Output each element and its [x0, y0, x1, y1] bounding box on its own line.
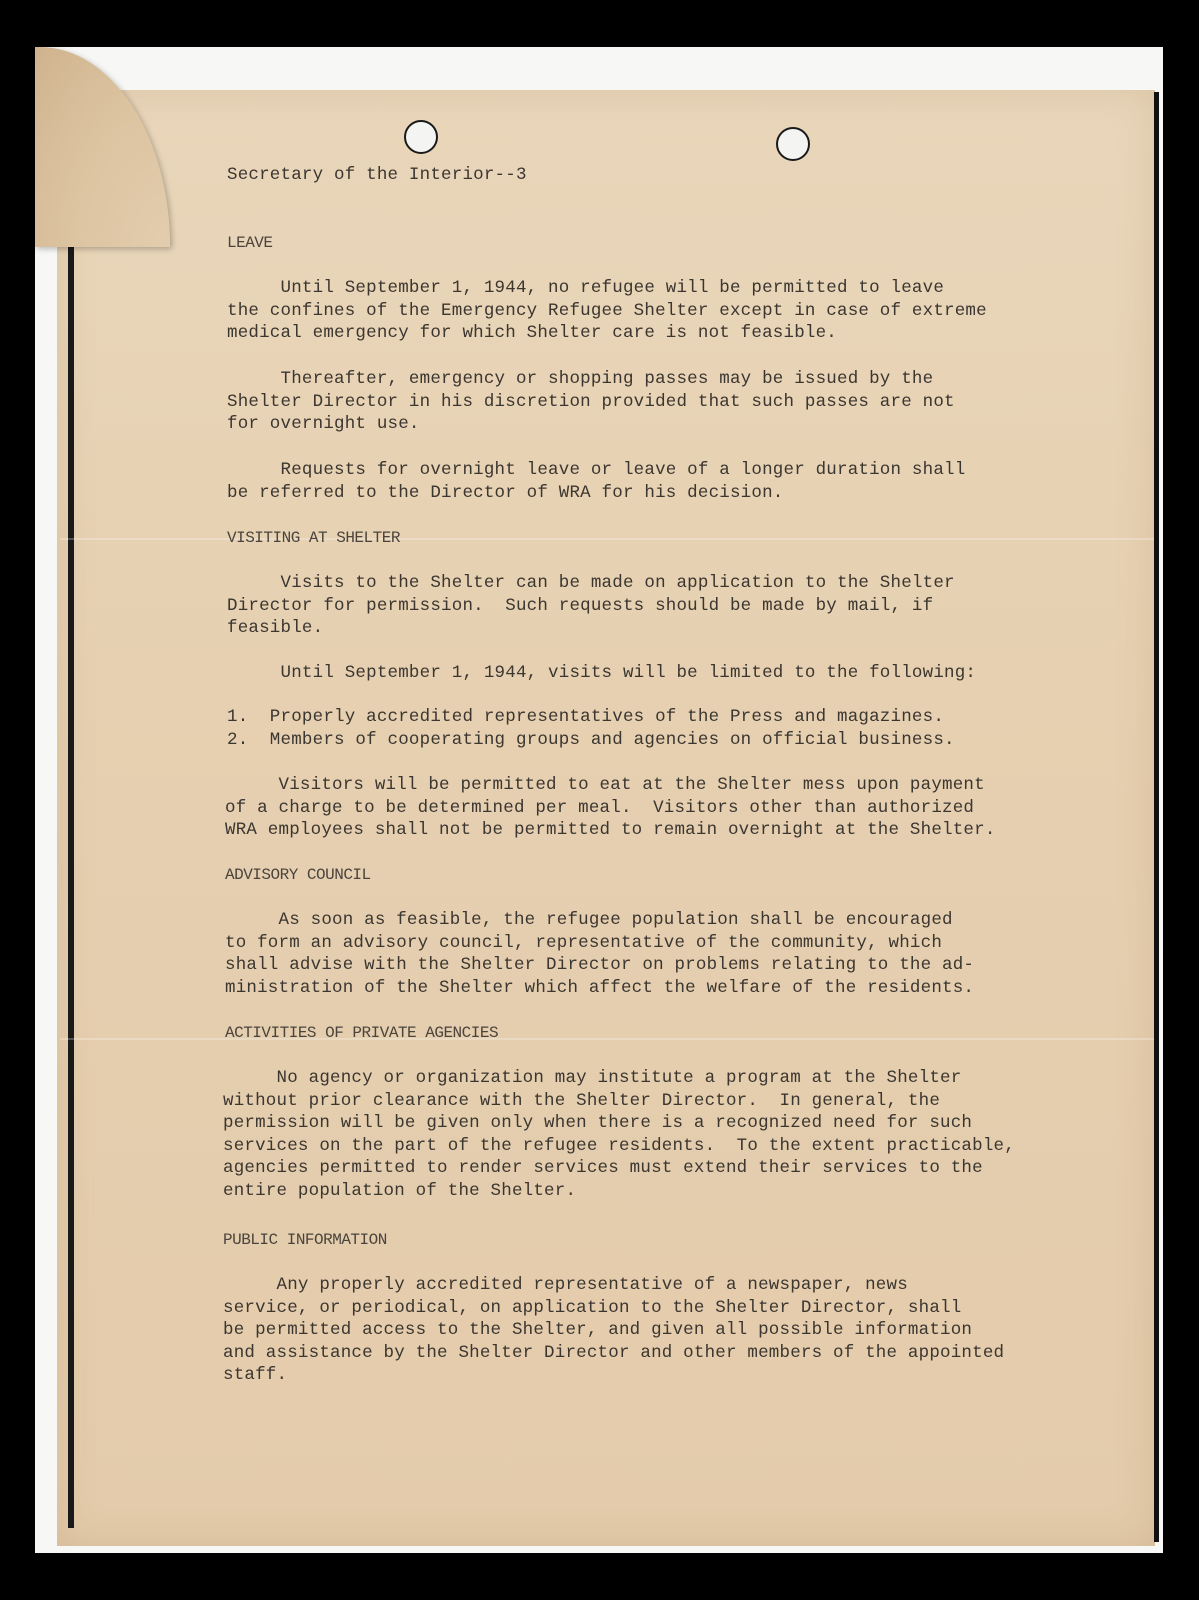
page-left-edge [68, 190, 74, 1528]
section-heading-leave: LEAVE [227, 234, 273, 252]
leave-paragraph-3: Requests for overnight leave or leave of a longer duration shall be referred to the Director of WRA for his decision. [227, 460, 966, 503]
visiting-paragraph-1: Visits to the Shelter can be made on application to the Shelter Director for permission. Such requests should be made by mail, if feasible. [227, 573, 955, 638]
page-title: Secretary of the Interior--3 [227, 165, 527, 185]
visiting-paragraph-3: Visitors will be permitted to eat at the Shelter mess upon payment of a charge to be determined per meal. Visitors other than authorized WRA employees shall not be permitted to remain overnight at the Shelter. [225, 775, 996, 840]
punch-hole-right [776, 127, 810, 161]
section-heading-advisory: ADVISORY COUNCIL [225, 866, 371, 884]
top-black-border [0, 0, 1199, 24]
page-right-edge [1154, 92, 1159, 1542]
section-heading-public-information: PUBLIC INFORMATION [223, 1231, 387, 1249]
leave-paragraph-1: Until September 1, 1944, no refugee will be permitted to leave the confines of the Emergency Refugee Shelter except in case of extreme medical emergency for which Shelter care is not feasible. [227, 278, 987, 343]
fold-crease [60, 538, 1154, 540]
private-agencies-paragraph-1: No agency or organization may institute a program at the Shelter without prior clearance with the Shelter Director. In general, the permission will be given only when there is a recognized need for such services on the part of the refugee residents. To the extent practicable, agencies permitted to render services must extend their services to the entire population of the Shelter. [223, 1068, 1015, 1201]
leave-paragraph-2: Thereafter, emergency or shopping passes may be issued by the Shelter Director in his discretion provided that such passes are not for overnight use. [227, 369, 955, 434]
section-heading-visiting: VISITING AT SHELTER [227, 529, 400, 547]
public-information-paragraph-1: Any properly accredited representative of a newspaper, news service, or periodical, on application to the Shelter Director, shall be permitted access to the Shelter, and given all possible information and assistance by the Shelter Director and other members of the appointed staff. [223, 1275, 1005, 1385]
bottom-black-border [0, 1553, 1199, 1600]
visiting-list-item: 2. Members of cooperating groups and agencies on official business. [227, 730, 955, 750]
visiting-paragraph-2: Until September 1, 1944, visits will be limited to the following: [227, 663, 977, 683]
visiting-list-item: 1. Properly accredited representatives of the Press and magazines. [227, 707, 945, 727]
section-heading-private-agencies: ACTIVITIES OF PRIVATE AGENCIES [225, 1024, 499, 1042]
advisory-paragraph-1: As soon as feasible, the refugee population shall be encouraged to form an advisory council, representative of the community, which shall advise with the Shelter Director on problems relating to the ad- ministration of the Shelter which affect the welfare of the residents. [225, 910, 975, 998]
punch-hole-left [404, 120, 438, 154]
